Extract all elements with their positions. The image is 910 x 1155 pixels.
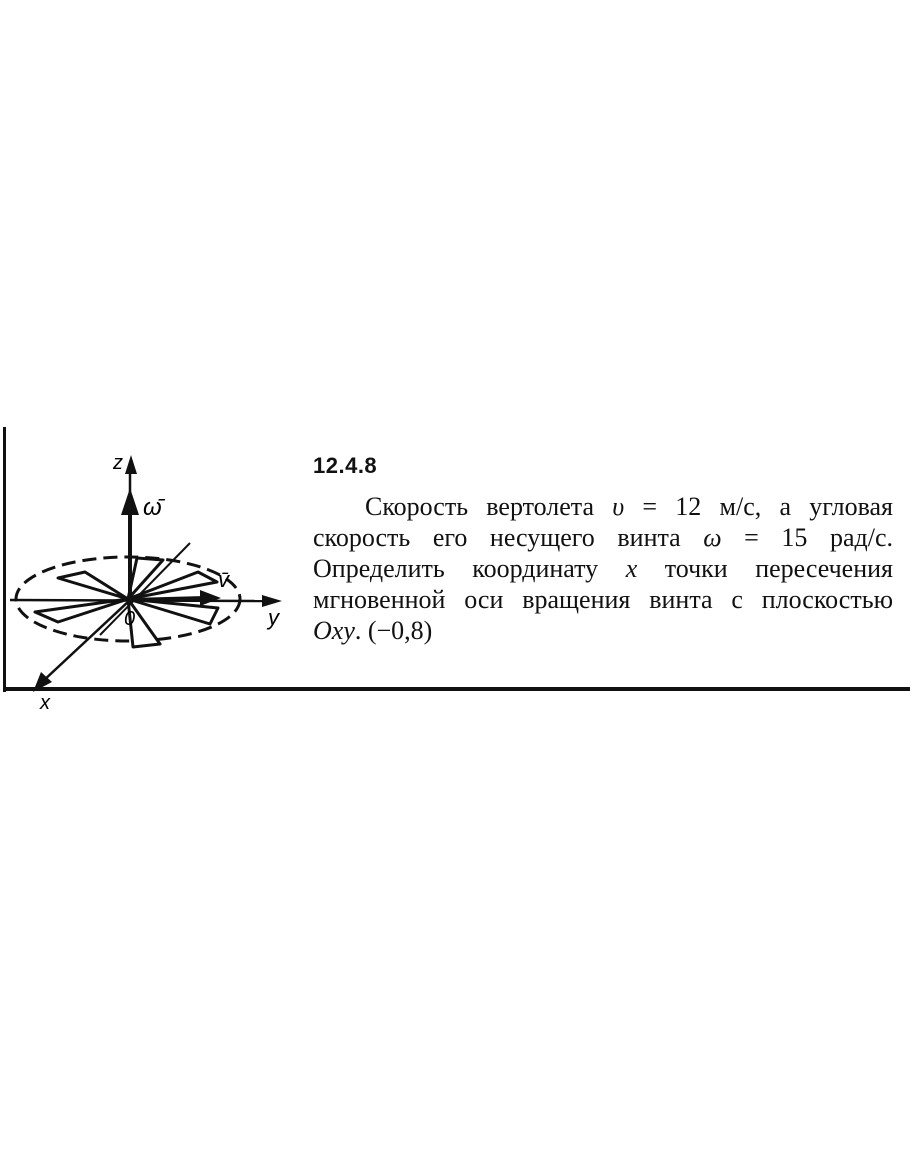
problem-text-line: скорость его несущего винта ω = 15 рад/с.: [313, 523, 894, 552]
problem-text-line: Oxy. (−0,8): [313, 616, 433, 645]
problem-number: 12.4.8: [313, 453, 378, 478]
origin-point: [126, 596, 134, 604]
blade: [58, 572, 128, 599]
x-axis-label: x: [40, 692, 50, 714]
problem-text-line: Скорость вертолета υ = 12 м/с, а угловая: [365, 492, 893, 521]
problem-text-line: мгновенной оси вращения винта с плоскостью: [313, 585, 893, 614]
z-axis-label: z: [113, 452, 123, 474]
velocity-label: v̄: [218, 567, 229, 592]
blade: [35, 599, 128, 622]
math-symbol: Oxy: [313, 616, 355, 645]
rotor-figure: [0, 440, 310, 714]
origin-label: 0: [124, 608, 136, 630]
math-symbol: x: [625, 554, 638, 583]
velocity-vector-arrow: [200, 590, 221, 606]
z-axis-arrow: [125, 455, 137, 474]
math-symbol: υ: [612, 492, 625, 521]
omega-label: ω̄: [143, 494, 162, 521]
velocity-vector-line: [130, 598, 205, 600]
math-symbol: ω: [703, 523, 722, 552]
problem-text-line: Определить координату x точки пересечения: [313, 554, 893, 583]
y-axis-label: y: [268, 605, 279, 630]
problem-text: [313, 491, 893, 646]
omega-vector-arrow: [121, 488, 139, 515]
